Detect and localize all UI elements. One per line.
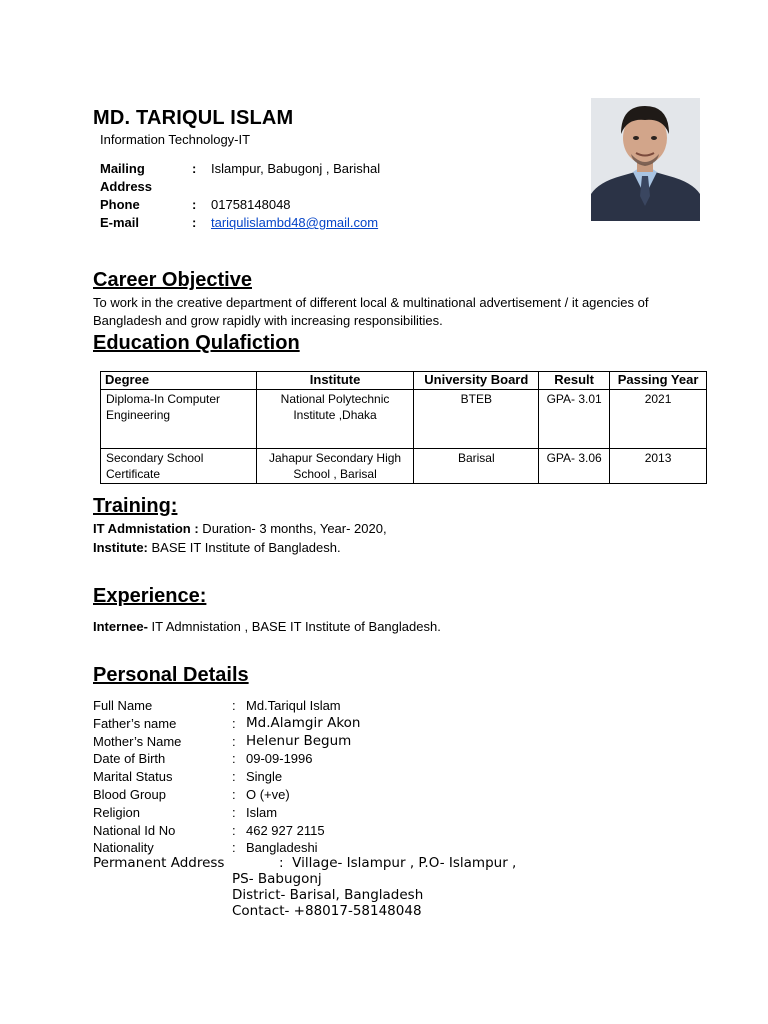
result-cell: GPA- 3.01 (539, 390, 610, 449)
detail-label: Full Name (93, 698, 153, 713)
year-cell: 2013 (610, 449, 707, 484)
detail-separator: : (232, 733, 236, 749)
email-link[interactable]: tariqulislambd48@gmail.com (211, 215, 379, 230)
contact-value: Islampur, Babugonj , Barishal (211, 161, 381, 176)
list-item (93, 750, 360, 768)
contact-row-email (100, 214, 380, 232)
address-line: Contact- +88017-58148048 (232, 903, 422, 919)
detail-separator: : (232, 769, 236, 785)
career-objective-text: To work in the creative department of different local & multinational advertisement / it agencies of Bangladesh and grow rapidly with increasing responsibilities. (93, 295, 649, 328)
education-heading: Education Qulafiction (93, 332, 300, 354)
list-item (93, 733, 360, 751)
detail-value: Md.Alamgir Akon (246, 714, 361, 731)
detail-label: Date of Birth (93, 751, 166, 767)
detail-label: Religion (93, 804, 140, 820)
detail-value: O (+ve) (246, 786, 290, 802)
training-heading: Training: (93, 495, 178, 517)
profile-photo (591, 98, 700, 221)
board-cell: BTEB (414, 390, 539, 449)
address-line: District- Barisal, Bangladesh (232, 887, 424, 903)
list-item (93, 715, 360, 733)
detail-separator: : (232, 804, 236, 820)
detail-separator: : (232, 822, 236, 838)
detail-label: Marital Status (93, 769, 173, 785)
year-cell: 2021 (610, 390, 707, 449)
contact-row-phone (100, 196, 380, 214)
training-line-1 (93, 520, 387, 538)
education-table (100, 371, 707, 484)
training-label: IT Admnistation : (93, 521, 199, 536)
degree-cell: Diploma-In Computer Engineering (101, 390, 257, 449)
list-item (93, 822, 360, 840)
table-row (101, 449, 707, 484)
institute-cell: National Polytechnic Institute ,Dhaka (256, 390, 414, 449)
table-header-row (101, 372, 707, 390)
detail-value: Helenur Begum (246, 732, 352, 749)
detail-value: Bangladeshi (246, 840, 318, 856)
experience-heading: Experience: (93, 585, 207, 607)
contact-separator: : (192, 215, 197, 230)
address-line: Village- Islampur , P.O- Islampur , (292, 855, 517, 871)
col-institute-header: Institute (256, 372, 414, 390)
col-degree-header: Degree (101, 372, 257, 390)
institute-text: BASE IT Institute of Bangladesh. (147, 540, 341, 555)
department: Information Technology-IT (100, 132, 251, 147)
detail-separator: : (232, 698, 236, 713)
contact-separator: : (192, 197, 197, 212)
result-cell: GPA- 3.06 (539, 449, 610, 484)
personal-details-heading: Personal Details (93, 664, 249, 686)
detail-separator: : (232, 840, 236, 856)
detail-label: Blood Group (93, 786, 166, 802)
permanent-address-label: Permanent Address (93, 855, 225, 871)
board-cell: Barisal (414, 449, 539, 484)
detail-value: 462 927 2115 (246, 822, 325, 838)
contact-label: Address (100, 179, 153, 194)
institute-label: Institute: (93, 540, 148, 555)
degree-cell: Secondary School Certificate (101, 449, 257, 484)
contact-value: 01758148048 (211, 197, 291, 212)
list-item (93, 786, 360, 804)
col-board-header: University Board (414, 372, 539, 390)
detail-separator: : (279, 855, 284, 871)
contact-label: Phone (100, 197, 140, 212)
detail-label: Father’s name (93, 715, 177, 731)
list-item (93, 804, 360, 822)
detail-value: Md.Tariqul Islam (246, 698, 341, 713)
detail-label: National Id No (93, 822, 176, 838)
address-line: PS- Babugonj (232, 871, 322, 887)
contact-label: Mailing (100, 161, 145, 176)
training-text: Duration- 3 months, Year- 2020, (198, 521, 387, 536)
permanent-address-first-line (93, 855, 516, 871)
permanent-address (93, 855, 516, 919)
contact-block (100, 160, 380, 232)
col-result-header: Result (539, 372, 610, 390)
contact-row-address (100, 178, 380, 196)
detail-value: Single (246, 769, 283, 785)
institute-cell: Jahapur Secondary High School , Barisal (256, 449, 414, 484)
detail-separator: : (232, 751, 236, 767)
list-item (93, 697, 360, 715)
detail-separator: : (232, 786, 236, 802)
col-year-header: Passing Year (610, 372, 707, 390)
detail-separator: : (232, 715, 236, 731)
detail-label: Nationality (93, 840, 154, 856)
list-item (93, 768, 360, 786)
career-objective-heading: Career Objective (93, 269, 252, 291)
personal-details-list (93, 697, 360, 857)
contact-label: E-mail (100, 215, 140, 230)
training-line-2 (93, 539, 341, 557)
detail-label: Mother’s Name (93, 733, 182, 749)
experience-label: Internee- (93, 619, 148, 634)
contact-row-mailing (100, 160, 380, 178)
detail-value: 09-09-1996 (246, 751, 313, 767)
contact-separator: : (192, 161, 197, 176)
detail-value: Islam (246, 804, 278, 820)
contact-value (211, 214, 378, 232)
table-row (101, 390, 707, 449)
experience-text: IT Admnistation , BASE IT Institute of Bangladesh. (147, 619, 441, 634)
candidate-name: MD. TARIQUL ISLAM (93, 107, 294, 129)
experience-line (93, 618, 441, 636)
